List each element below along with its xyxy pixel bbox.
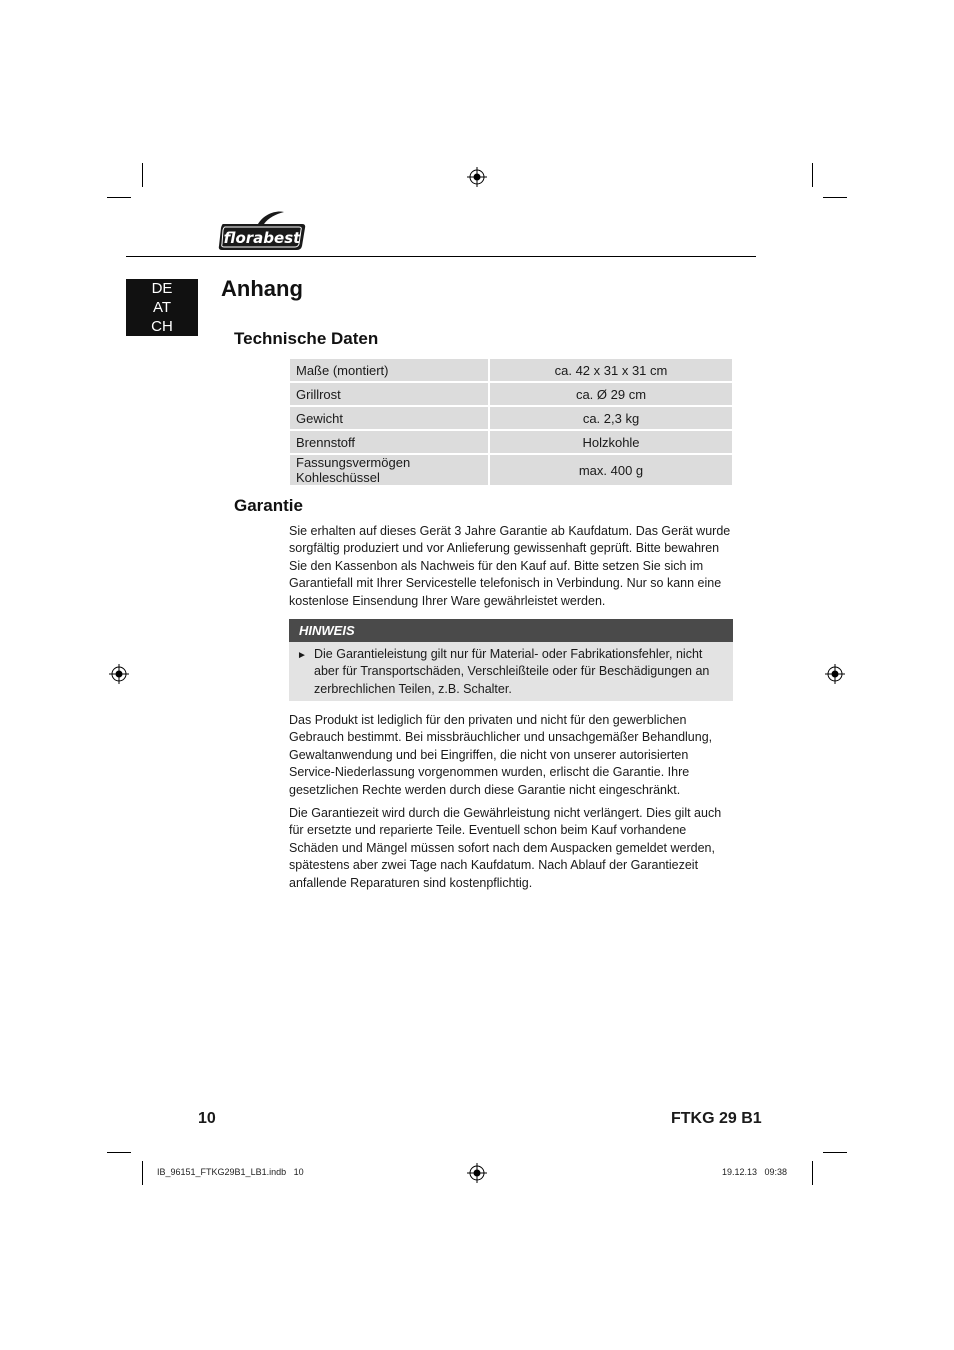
- registration-mark-icon: [825, 664, 845, 684]
- warranty-paragraph-3: Die Garantiezeit wird durch die Gewährleistung nicht verlängert. Dies gilt auch für ersetzte und reparierte Teile. Eventuell schon beim Kauf vorhandene Schäden und Mängel müssen sofort nach dem Auspacken gemeldet werden, spätestens aber zwei Tage nach Kaufdatum. Nach Ablauf der Garantiezeit anfallende Reparaturen sind kostenpflichtig.: [289, 806, 722, 890]
- table-row: [290, 455, 732, 487]
- florabest-logo: [218, 210, 306, 252]
- crop-mark: [823, 197, 847, 198]
- lang-code-at: AT: [152, 299, 172, 316]
- warranty-paragraph-1: Sie erhalten auf dieses Gerät 3 Jahre Garantie ab Kaufdatum. Das Gerät wurde sorgfältig produziert und vor Anlieferung gewissenhaft geprüft. Bitte bewahren Sie den Kassenbon als Nachweis für den Kauf auf. Bitte setzen Sie sich im Garantiefall mit Ihrer Servicestelle telefonisch in Verbindung. Nur so kann eine kostenlose Einsendung Ihrer Ware gewährleistet werden.: [289, 524, 731, 608]
- spec-label: Brennstoff: [290, 431, 490, 455]
- spec-value: Holzkohle: [490, 431, 732, 455]
- table-row: [290, 359, 732, 383]
- header-rule: [126, 256, 756, 257]
- specs-table: [290, 359, 732, 487]
- note-text: Die Garantieleistung gilt nur für Material- oder Fabrikationsfehler, nicht aber für Transportschäden, Verschleißteile oder für Beschädigungen an zerbrechlichen Teilen, z.B. Schalter.: [314, 647, 710, 696]
- note-box: [289, 642, 733, 701]
- registration-mark-icon: [467, 167, 487, 187]
- slug-date: 19.12.13 09:38: [722, 1167, 788, 1177]
- technical-data-heading: Technische Daten: [234, 329, 379, 348]
- spec-label: Gewicht: [290, 407, 490, 431]
- warranty-paragraph-2: Das Produkt ist lediglich für den privaten und nicht für den gewerblichen Gebrauch bestimmt. Bei missbräuchlicher und unsachgemäßer Behandlung, Gewaltanwendung und bei Eingriffen, die nicht von unserer autorisierten Service-Niederlassung vorgenommen wurden, erlischt die Garantie. Ihre gesetzlichen Rechte werden durch diese Garantie nicht eingeschränkt.: [289, 713, 713, 797]
- spec-label: Grillrost: [290, 383, 490, 407]
- crop-mark: [107, 1152, 131, 1153]
- logo-text: florabest: [223, 229, 301, 247]
- table-row: [290, 431, 732, 455]
- crop-mark: [142, 163, 143, 187]
- language-badge: [126, 279, 198, 336]
- slug-file: IB_96151_FTKG29B1_LB1.indb 10: [157, 1167, 304, 1177]
- crop-mark: [812, 1161, 813, 1185]
- lang-code-de: DE: [151, 280, 173, 297]
- spec-value: max. 400 g: [490, 455, 732, 487]
- table-row: [290, 383, 732, 407]
- table-row: [290, 407, 732, 431]
- spec-value: ca. Ø 29 cm: [490, 383, 732, 407]
- lang-code-ch: CH: [151, 318, 173, 335]
- spec-label: Maße (montiert): [290, 359, 490, 383]
- arrow-right-icon: ►: [297, 650, 307, 661]
- crop-mark: [142, 1161, 143, 1185]
- note-heading: HINWEIS: [289, 619, 733, 642]
- crop-mark: [823, 1152, 847, 1153]
- registration-mark-icon: [467, 1163, 487, 1183]
- spec-value: ca. 2,3 kg: [490, 407, 732, 431]
- page-number: 10: [198, 1110, 216, 1127]
- warranty-heading: Garantie: [234, 496, 303, 515]
- spec-value: ca. 42 x 31 x 31 cm: [490, 359, 732, 383]
- crop-mark: [812, 163, 813, 187]
- registration-mark-icon: [109, 664, 129, 684]
- spec-label: Fassungsvermögen Kohleschüssel: [290, 455, 490, 487]
- page-title: Anhang: [221, 276, 303, 301]
- model-name: FTKG 29 B1: [671, 1110, 762, 1127]
- crop-mark: [107, 197, 131, 198]
